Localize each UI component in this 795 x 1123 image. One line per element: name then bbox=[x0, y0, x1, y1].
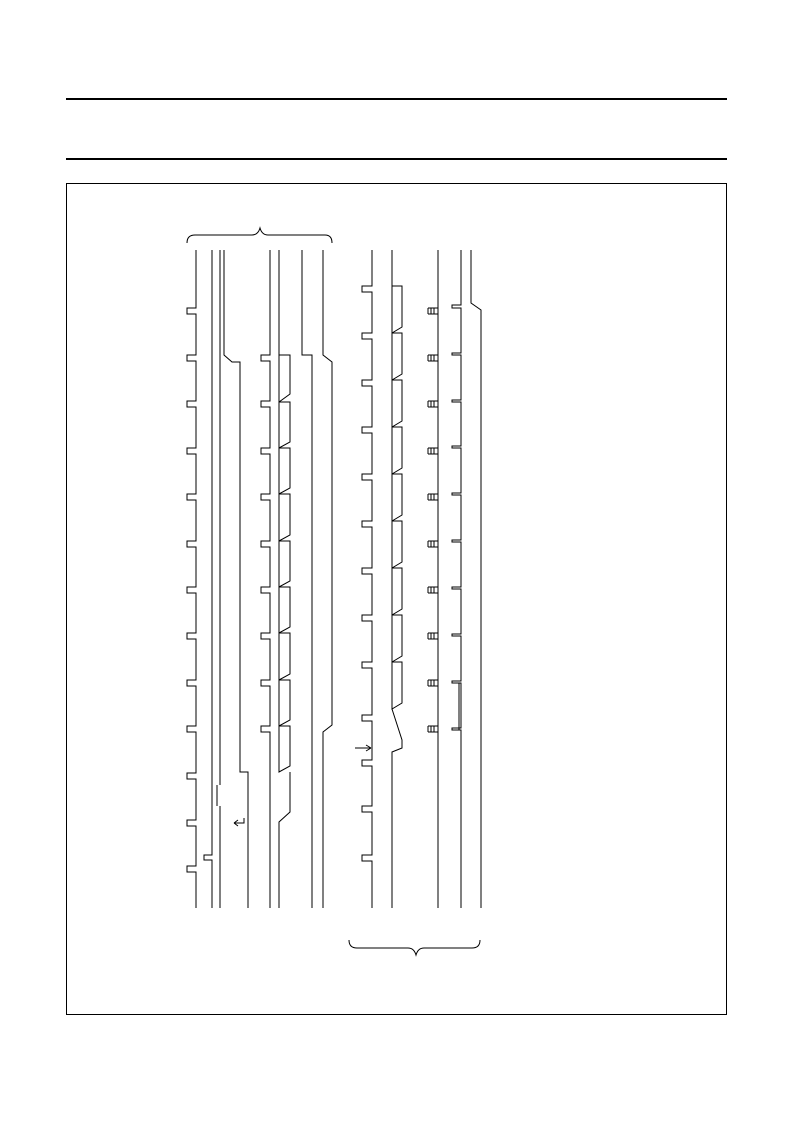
waveform-12 bbox=[452, 250, 461, 908]
waveform-data-1 bbox=[279, 250, 290, 908]
waveform-burst bbox=[428, 250, 438, 908]
waveform-13 bbox=[471, 250, 481, 908]
waveform-clock-2 bbox=[261, 250, 270, 908]
bottom-brace bbox=[349, 940, 480, 955]
waveform-2 bbox=[204, 250, 212, 908]
waveform-7 bbox=[302, 250, 312, 908]
waveform-12-step bbox=[452, 683, 459, 730]
waveform-3 bbox=[217, 250, 220, 908]
waveform-data-2 bbox=[392, 250, 402, 908]
waveform-clock-3 bbox=[362, 250, 372, 908]
top-brace bbox=[187, 228, 332, 243]
waveform-8 bbox=[323, 250, 332, 908]
waveform-4 bbox=[224, 250, 248, 908]
waveform-clock-1 bbox=[187, 250, 196, 908]
